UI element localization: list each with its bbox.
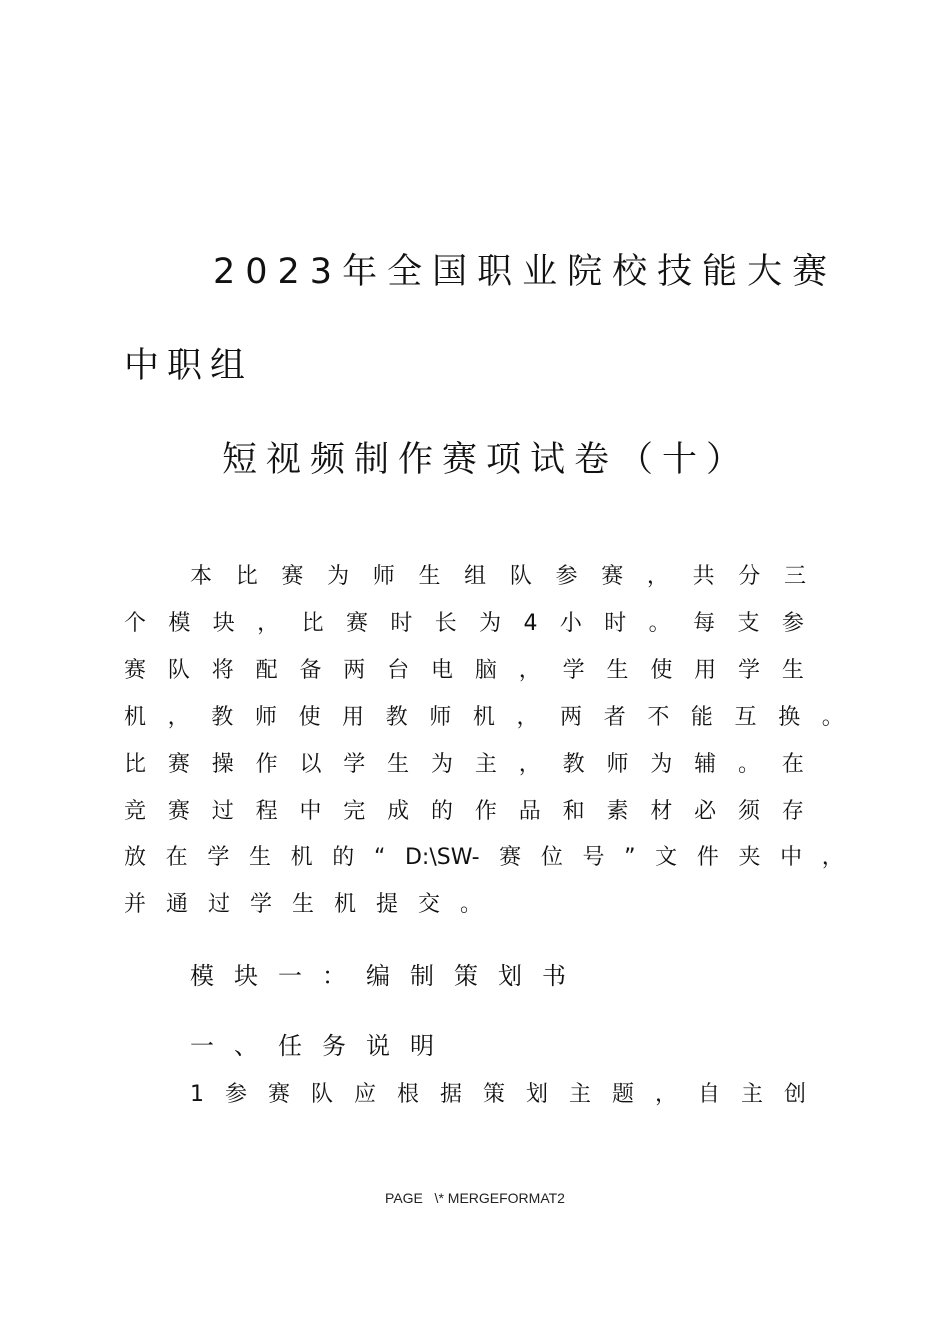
glyph: 主 [568, 1082, 591, 1107]
glyph: 学 [343, 752, 366, 777]
glyph: 赛 [601, 564, 624, 589]
glyph: 为 [327, 564, 350, 589]
glyph: 脑 [474, 658, 497, 683]
glyph: 换 [778, 705, 801, 730]
glyph: ， [646, 564, 669, 589]
glyph: 的 [332, 845, 355, 870]
glyph: 在 [165, 845, 188, 870]
glyph: “ [373, 845, 386, 870]
glyph: 文 [655, 845, 678, 870]
glyph: 块 [212, 611, 235, 636]
glyph: 生 [387, 752, 410, 777]
glyph: 赛 [167, 799, 190, 824]
glyph: 放 [124, 845, 147, 870]
glyph: 赛 [167, 752, 190, 777]
glyph: 模 [168, 611, 191, 636]
glyph: 划 [525, 1082, 548, 1107]
glyph: 的 [431, 799, 454, 824]
glyph: 时 [390, 611, 413, 636]
glyph: 必 [694, 799, 717, 824]
glyph: ， [167, 705, 190, 730]
glyph: 为 [650, 752, 673, 777]
paragraph-line-3 [124, 656, 804, 686]
glyph: 者 [603, 705, 626, 730]
glyph: 参 [224, 1082, 247, 1107]
glyph: 队 [509, 564, 532, 589]
glyph: 为 [479, 611, 502, 636]
glyph: 生 [606, 658, 629, 683]
glyph: 。 [738, 752, 761, 777]
glyph: 品 [518, 799, 541, 824]
list-item-1 [190, 1080, 806, 1110]
glyph: 比 [235, 564, 258, 589]
glyph: 材 [650, 799, 673, 824]
glyph: 共 [692, 564, 715, 589]
glyph: 教 [562, 752, 585, 777]
glyph: 配 [255, 658, 278, 683]
doc-title-line-2: 中职组 [124, 346, 254, 386]
glyph: 赛 [281, 564, 304, 589]
glyph: 中 [780, 845, 803, 870]
glyph: 1 [190, 1082, 204, 1107]
glyph: 长 [434, 611, 457, 636]
glyph: 比 [124, 752, 147, 777]
glyph: 学 [562, 658, 585, 683]
section-heading: 一、任务说明 [190, 1032, 454, 1060]
glyph: 件 [696, 845, 719, 870]
glyph: 过 [211, 799, 234, 824]
glyph: 策 [482, 1082, 505, 1107]
glyph: 赛 [499, 845, 522, 870]
glyph: 竞 [124, 799, 147, 824]
glyph: 为 [431, 752, 454, 777]
glyph: 在 [781, 752, 804, 777]
footer-field-code: PAGE \* MERGEFORMAT2 [385, 1190, 565, 1206]
glyph: 教 [385, 705, 408, 730]
glyph: 支 [737, 611, 760, 636]
paragraph-line-4 [124, 703, 844, 733]
glyph: 学 [738, 658, 761, 683]
glyph: 使 [650, 658, 673, 683]
glyph: 教 [211, 705, 234, 730]
glyph: 备 [299, 658, 322, 683]
glyph: 题 [611, 1082, 634, 1107]
glyph: 用 [694, 658, 717, 683]
glyph: 赛 [267, 1082, 290, 1107]
glyph: 互 [734, 705, 757, 730]
glyph: 参 [555, 564, 578, 589]
glyph: 。 [821, 705, 844, 730]
glyph: 生 [248, 845, 271, 870]
glyph: 根 [396, 1082, 419, 1107]
glyph: 。 [648, 611, 671, 636]
glyph: 作 [474, 799, 497, 824]
doc-title-line-3: 短视频制作赛项试卷（十） [222, 440, 751, 480]
glyph: 作 [255, 752, 278, 777]
glyph: 辅 [694, 752, 717, 777]
paragraph-line-8: 并通过学生机提交。 [124, 892, 503, 917]
glyph: 机 [472, 705, 495, 730]
glyph: 自 [697, 1082, 720, 1107]
glyph: 师 [606, 752, 629, 777]
glyph: 比 [301, 611, 324, 636]
glyph: 电 [431, 658, 454, 683]
glyph: 队 [167, 658, 190, 683]
glyph: 机 [124, 705, 147, 730]
glyph: 据 [439, 1082, 462, 1107]
glyph: 成 [387, 799, 410, 824]
glyph: 组 [464, 564, 487, 589]
glyph: 师 [372, 564, 395, 589]
paragraph-line-1 [190, 562, 806, 592]
paragraph-line-6 [124, 797, 804, 827]
glyph: ， [518, 658, 541, 683]
glyph: 三 [783, 564, 806, 589]
glyph: ， [654, 1082, 677, 1107]
page-footer [0, 1188, 950, 1208]
glyph: ， [516, 705, 539, 730]
paragraph-line-7 [124, 843, 844, 873]
glyph: ， [518, 752, 541, 777]
glyph: 赛 [124, 658, 147, 683]
glyph: 主 [740, 1082, 763, 1107]
paragraph-line-2 [124, 609, 804, 639]
glyph: 分 [738, 564, 761, 589]
glyph: 完 [343, 799, 366, 824]
glyph: 本 [190, 564, 213, 589]
glyph: 位 [540, 845, 563, 870]
glyph: ” [624, 845, 636, 870]
glyph: 时 [604, 611, 627, 636]
module-heading: 模块一：编制策划书 [190, 962, 586, 990]
glyph: 师 [254, 705, 277, 730]
glyph: 夹 [738, 845, 761, 870]
glyph: 将 [211, 658, 234, 683]
glyph: 个 [124, 611, 147, 636]
glyph: 操 [211, 752, 234, 777]
paragraph-line-5 [124, 750, 804, 780]
glyph: 队 [310, 1082, 333, 1107]
glyph: 不 [647, 705, 670, 730]
glyph: 和 [562, 799, 585, 824]
glyph: 赛 [345, 611, 368, 636]
glyph: 每 [693, 611, 716, 636]
glyph: ， [257, 611, 280, 636]
glyph: 生 [781, 658, 804, 683]
doc-title-line-1: 2023年全国职业院校技能大赛 [213, 252, 838, 292]
glyph: 使 [298, 705, 321, 730]
glyph: 师 [429, 705, 452, 730]
glyph: D:\SW- [404, 845, 480, 870]
glyph: 两 [560, 705, 583, 730]
glyph: 学 [207, 845, 230, 870]
glyph: 存 [781, 799, 804, 824]
glyph: 用 [342, 705, 365, 730]
glyph: 生 [418, 564, 441, 589]
glyph: 应 [353, 1082, 376, 1107]
glyph: 以 [299, 752, 322, 777]
glyph: 号 [582, 845, 605, 870]
glyph: 须 [738, 799, 761, 824]
glyph: 能 [690, 705, 713, 730]
glyph: 台 [387, 658, 410, 683]
glyph: 4 [523, 611, 538, 636]
glyph: 程 [255, 799, 278, 824]
glyph: 机 [290, 845, 313, 870]
glyph: ， [821, 845, 844, 870]
glyph: 参 [781, 611, 804, 636]
glyph: 主 [474, 752, 497, 777]
glyph: 创 [783, 1082, 806, 1107]
glyph: 两 [343, 658, 366, 683]
glyph: 小 [559, 611, 582, 636]
glyph: 素 [606, 799, 629, 824]
glyph: 中 [299, 799, 322, 824]
